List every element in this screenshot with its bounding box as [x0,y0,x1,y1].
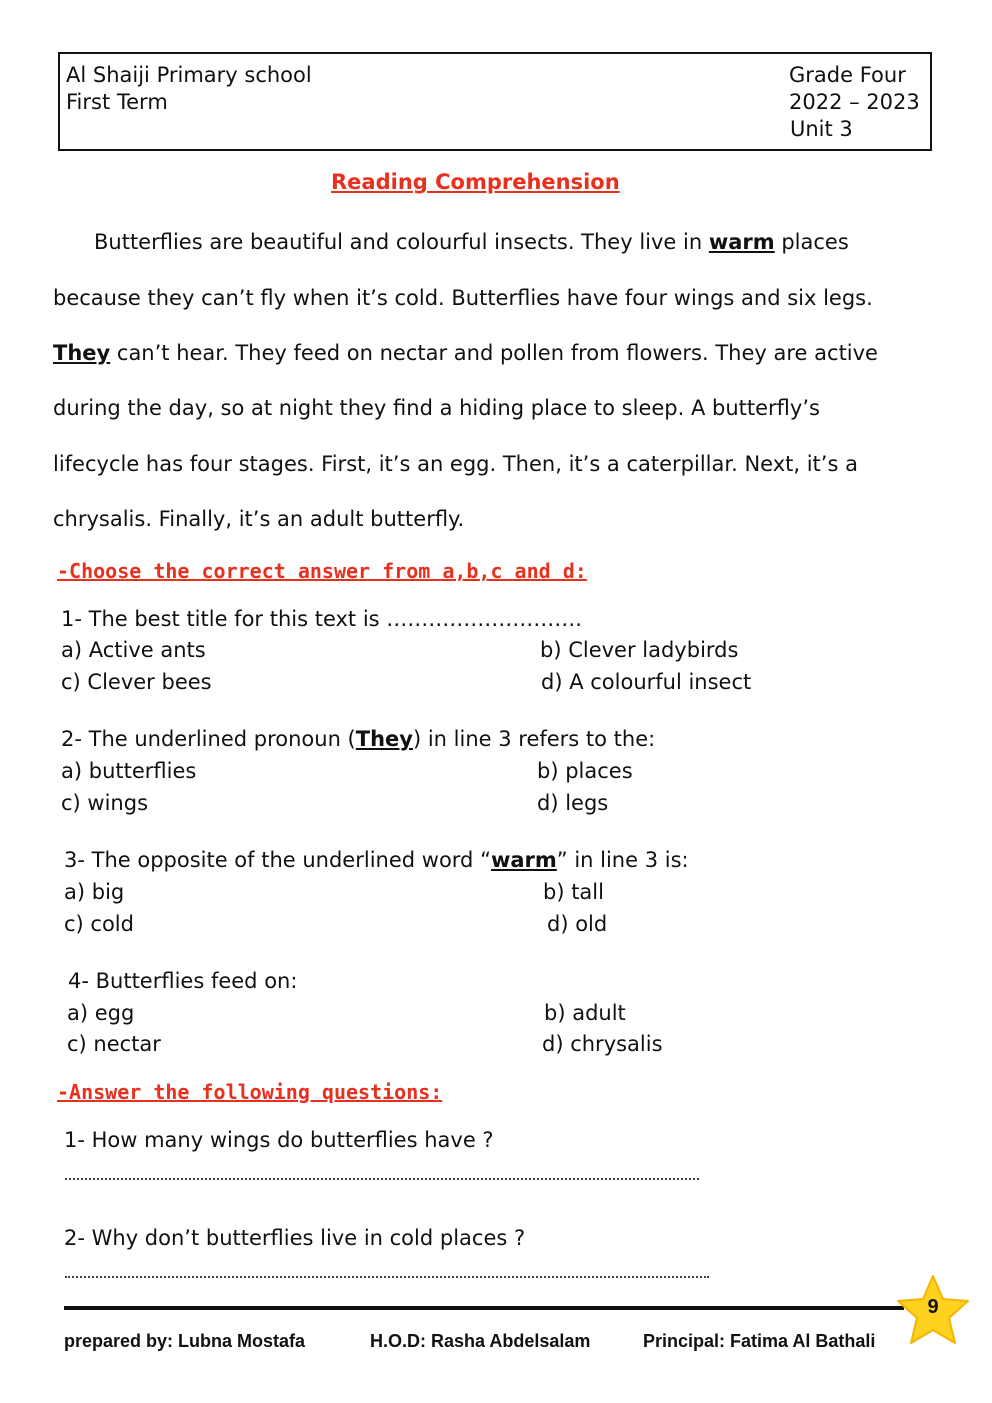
option-d: d) A colourful insect [541,670,752,694]
page-number: 9 [927,1296,939,1318]
question-text: 3- The opposite of the underlined word “ [64,848,491,872]
passage-line-2: because they can’t fly when it’s cold. Butterflies have four wings and six legs. [53,286,873,310]
open-question-2: 2- Why don’t butterflies live in cold places ? [64,1226,526,1250]
underlined-word-they: They [53,341,111,365]
option-d: d) chrysalis [542,1032,663,1056]
question-text: ” in line 3 is: [556,848,689,872]
option-c: c) cold [64,912,134,936]
option-c: c) wings [61,791,149,815]
option-a: a) Active ants [61,638,206,662]
passage-text: places [774,230,849,254]
passage-line-4: during the day, so at night they find a hiding place to sleep. A butterfly’s [53,396,820,420]
option-d: d) legs [537,791,609,815]
question-text: 2- The underlined pronoun ( [61,727,356,751]
open-question-1: 1- How many wings do butterflies have ? [64,1128,494,1152]
option-a: a) egg [67,1001,135,1025]
page-title: Reading Comprehension [331,170,620,194]
option-b: b) places [537,759,633,783]
answer-line-2[interactable] [65,1276,709,1278]
term-label: First Term [66,90,168,114]
underlined-word-they: They [355,727,413,751]
question-4: 4- Butterflies feed on: [68,969,298,993]
option-d: d) old [547,912,608,936]
underlined-word-warm: warm [490,848,557,872]
passage-line-1 [94,230,849,254]
question-text: ) in line 3 refers to the: [412,727,656,751]
year-label: 2022 – 2023 [789,90,920,114]
option-b: b) tall [543,880,604,904]
section-heading-mcq: -Choose the correct answer from a,b,c and d: [57,559,587,583]
passage-line-6: chrysalis. Finally, it’s an adult butterfly. [53,507,465,531]
answer-line-1[interactable] [65,1178,699,1180]
passage-line-3 [53,341,878,365]
passage-text: can’t hear. They feed on nectar and pollen from flowers. They are active [110,341,878,365]
prepared-by: prepared by: Lubna Mostafa [64,1331,306,1351]
option-b: b) adult [544,1001,626,1025]
footer-rule [64,1306,904,1310]
underlined-word-warm: warm [708,230,775,254]
option-c: c) nectar [67,1032,161,1056]
option-a: a) butterflies [61,759,197,783]
question-1: 1- The best title for this text is ………………………. [61,607,582,631]
option-c: c) Clever bees [61,670,212,694]
principal-name: Principal: Fatima Al Bathali [643,1331,876,1351]
section-heading-open: -Answer the following questions: [57,1080,443,1104]
hod-name: H.O.D: Rasha Abdelsalam [370,1331,591,1351]
grade-label: Grade Four [789,63,906,87]
question-2 [61,727,655,751]
passage-line-5: lifecycle has four stages. First, it’s an egg. Then, it’s a caterpillar. Next, it’s a [53,452,858,476]
option-a: a) big [64,880,125,904]
school-name: Al Shaiji Primary school [66,63,312,87]
passage-text: Butterflies are beautiful and colourful insects. They live in [94,230,709,254]
unit-label: Unit 3 [790,117,853,141]
option-b: b) Clever ladybirds [540,638,739,662]
question-3 [64,848,689,872]
